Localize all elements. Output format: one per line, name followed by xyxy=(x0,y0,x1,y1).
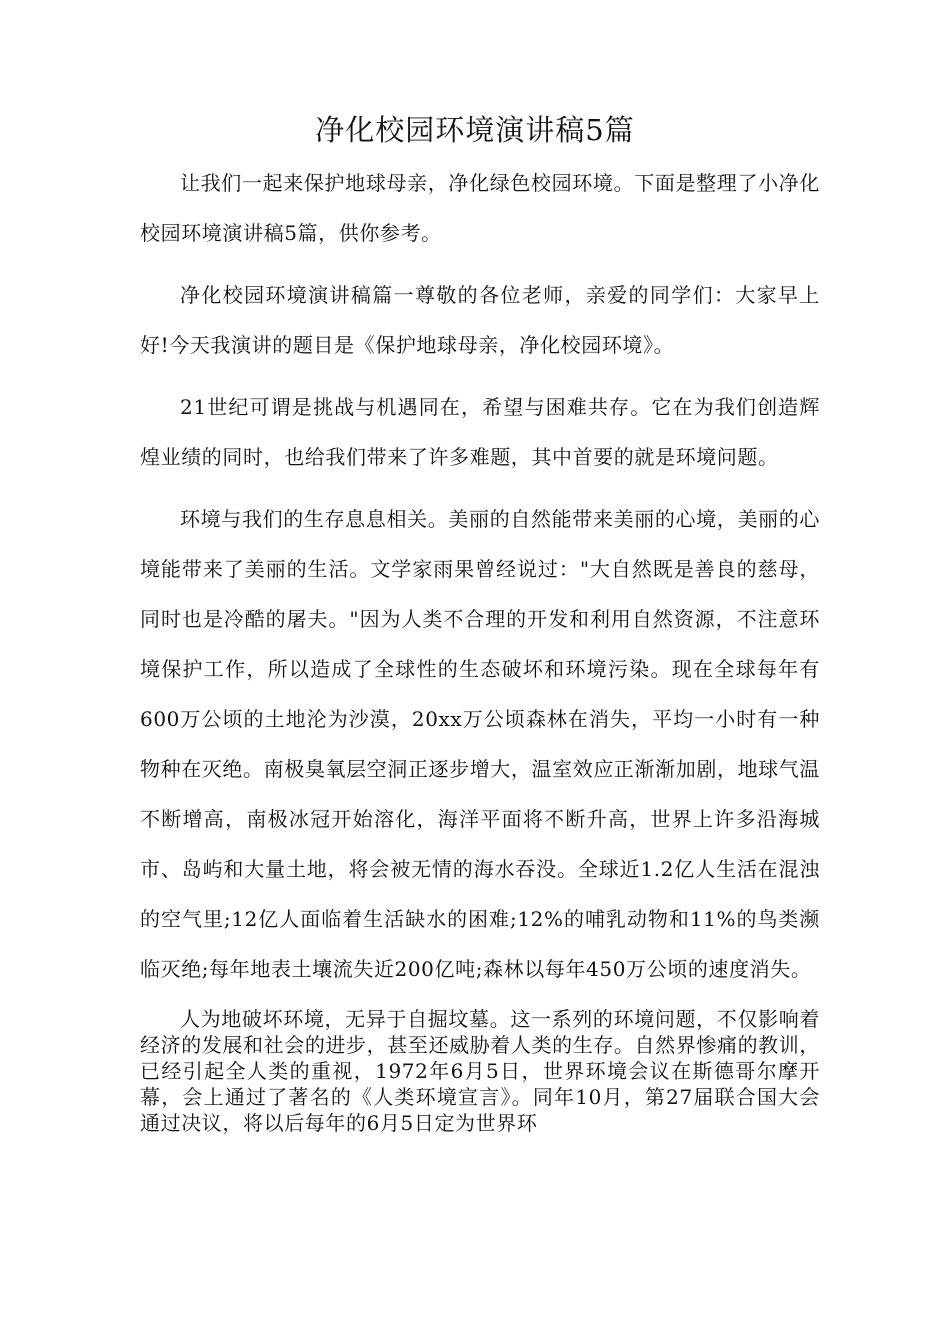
paragraph-greeting: 净化校园环境演讲稿篇一尊敬的各位老师，亲爱的同学们：大家早上好!今天我演讲的题目是《保护地球母亲，净化校园环境》。 xyxy=(140,283,820,357)
document-body xyxy=(140,158,820,1148)
paragraph-century: 21世纪可谓是挑战与机遇同在，希望与困难共存。它在为我们创造辉煌业绩的同时，也给我们带来了许多难题，其中首要的就是环境问题。 xyxy=(140,395,820,469)
paragraph-history: 人为地破坏环境，无异于自掘坟墓。这一系列的环境问题，不仅影响着经济的发展和社会的进步，甚至还威胁着人类的生存。自然界惨痛的教训，已经引起全人类的重视，1972年6月5日，世界环境会议在斯德哥尔摩开幕，会上通过了著名的《人类环境宣言》。同年10月，第27届联合国大会通过决议，将以后每年的6月5日定为世界环 xyxy=(140,1007,820,1135)
page-title: 净化校园环境演讲稿5篇 xyxy=(315,113,635,147)
paragraph-intro: 让我们一起来保护地球母亲，净化绿色校园环境。下面是整理了小净化校园环境演讲稿5篇，供你参考。 xyxy=(140,171,820,245)
paragraph-environment: 环境与我们的生存息息相关。美丽的自然能带来美丽的心境，美丽的心境能带来了美丽的生活。文学家雨果曾经说过："大自然既是善良的慈母，同时也是冷酷的屠夫。"因为人类不合理的开发和利用自然资源，不注意环境保护工作，所以造成了全球性的生态破坏和环境污染。现在全球每年有600万公顷的土地沦为沙漠，20xx万公顷森林在消失，平均一小时有一种物种在灭绝。南极臭氧层空洞正逐步增大，温室效应正渐渐加剧，地球气温不断增高，南极冰冠开始溶化，海洋平面将不断升高，世界上许多沿海城市、岛屿和大量土地，将会被无情的海水吞没。全球近1.2亿人生活在混浊的空气里;12亿人面临着生活缺水的困难;12%的哺乳动物和11%的鸟类濒临灭绝;每年地表土壤流失近200亿吨;森林以每年450万公顷的速度消失。 xyxy=(140,507,820,981)
